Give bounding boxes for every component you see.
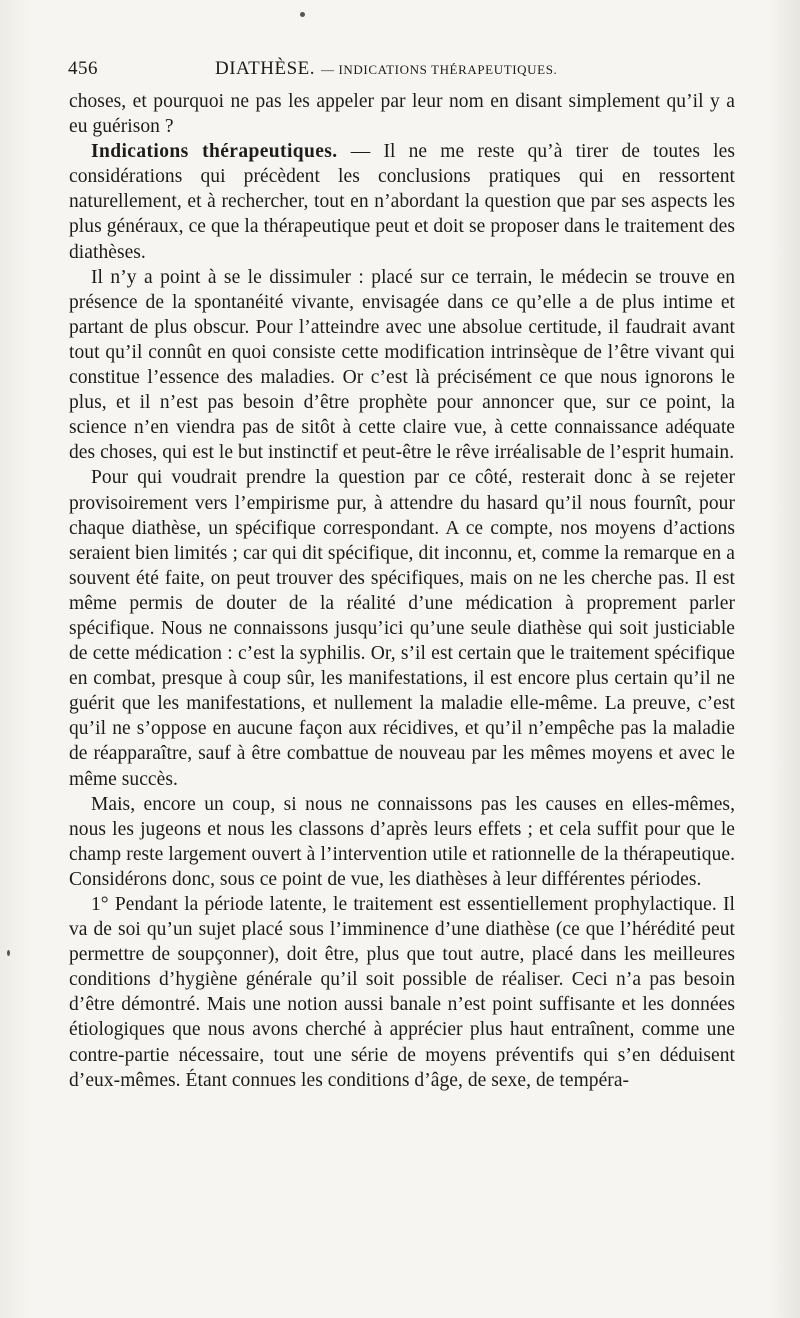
section-heading: Indications thérapeutiques. xyxy=(91,141,338,163)
paragraph-5: Mais, encore un coup, si nous ne connaissons pas les causes en elles-mêmes, nous les jugeons et nous les classons d’après leurs effets ; et cela suffit pour que le champ reste largement ouvert à l’intervention utile et rationnelle de la thérapeutique. Considérons donc, sous ce point de vue, les diathèses à leur différentes périodes. xyxy=(69,793,735,890)
paragraph-2 xyxy=(69,139,735,264)
running-header xyxy=(68,58,736,88)
paragraph-4: Pour qui voudrait prendre la question par ce côté, resterait donc à se rejeter provisoirement vers l’empirisme pur, à attendre du hasard qu’il nous fournît, pour chaque diathèse, un spécifique correspondant. A ce compte, nos moyens d’actions seraient bien limités ; car qui dit spécifique, dit inconnu, et, comme la remarque en a souvent été faite, on peut trouver des spécifiques, mais on ne les cherche pas. Il est même permis de douter de la réalité d’une médication à proprement parler spécifique. Nous ne connaissons jusqu’ici qu’une seule diathèse qui soit justiciable de cette médication : c’est la syphilis. Or, s’il est certain que le traitement spécifique en combat, presque à coup sûr, les manifestations, il est encore plus certain qu’il ne guérit que les manifestations, et nullement la maladie elle-même. La preuve, c’est qu’il ne s’oppose en aucune façon aux récidives, et qu’il n’empêche pas la maladie de réapparaître, sauf à être combattue de nouveau par les mêmes moyens et avec le même succès. xyxy=(69,467,735,790)
running-title-subtitle: — INDICATIONS THÉRAPEUTIQUES. xyxy=(321,62,558,77)
page-number: 456 xyxy=(68,58,98,79)
ink-speck xyxy=(300,12,305,17)
paragraph-6: 1° Pendant la période latente, le traitement est essentiellement prophylactique. Il va de soi qu’un sujet placé sous l’imminence d’une diathèse (ce que l’hérédité peut permettre de soupçonner), doit être, plus que tout autre, placé dans les meilleures conditions d’hygiène générale qu’il soit possible de réaliser. Ceci n’a pas besoin d’être démontré. Mais une notion aussi banale n’est point suffisante et les données étiologiques que nous avons cherché à apprécier plus haut entraînent, comme une contre-partie nécessaire, tout une série de moyens préventifs qui s’en déduisent d’eux-mêmes. Étant connues les conditions d’âge, de sexe, de tempéra- xyxy=(69,894,735,1091)
paragraph-2-text: — Il ne me reste qu’à tirer de toutes les considérations qui précèdent les conclusions pratiques qui en ressortent naturellement, et à rechercher, tout en n’abordant la question que par ses aspects les plus généraux, ce que la thérapeutique peut et doit se proposer dans le traitement des diathèses. xyxy=(69,141,735,263)
body-text xyxy=(69,89,735,1093)
paragraph-3: Il n’y a point à se le dissimuler : placé sur ce terrain, le médecin se trouve en présence de la spontanéité vivante, envisagée dans ce qu’elle a de plus intime et partant de plus obscur. Pour l’atteindre avec une absolue certitude, il faudrait avant tout qu’il connût en quoi consiste cette modification intrinsèque de l’être vivant qui constitue l’essence des maladies. Or c’est là précisément ce que nous ignorons le plus, et il n’est pas besoin d’être prophète pour annoncer que, sur ce point, la science n’en viendra pas de sitôt à cette claire vue, à cette connaissance adéquate des choses, qui est le but instinctif et peut-être le rêve irréalisable de l’esprit humain. xyxy=(69,266,735,464)
running-title-main: DIATHÈSE. xyxy=(215,58,316,79)
paragraph-1: choses, et pourquoi ne pas les appeler par leur nom en disant simplement qu’il y a eu guérison ? xyxy=(69,91,735,138)
running-title xyxy=(215,58,557,80)
ink-speck xyxy=(7,950,10,956)
